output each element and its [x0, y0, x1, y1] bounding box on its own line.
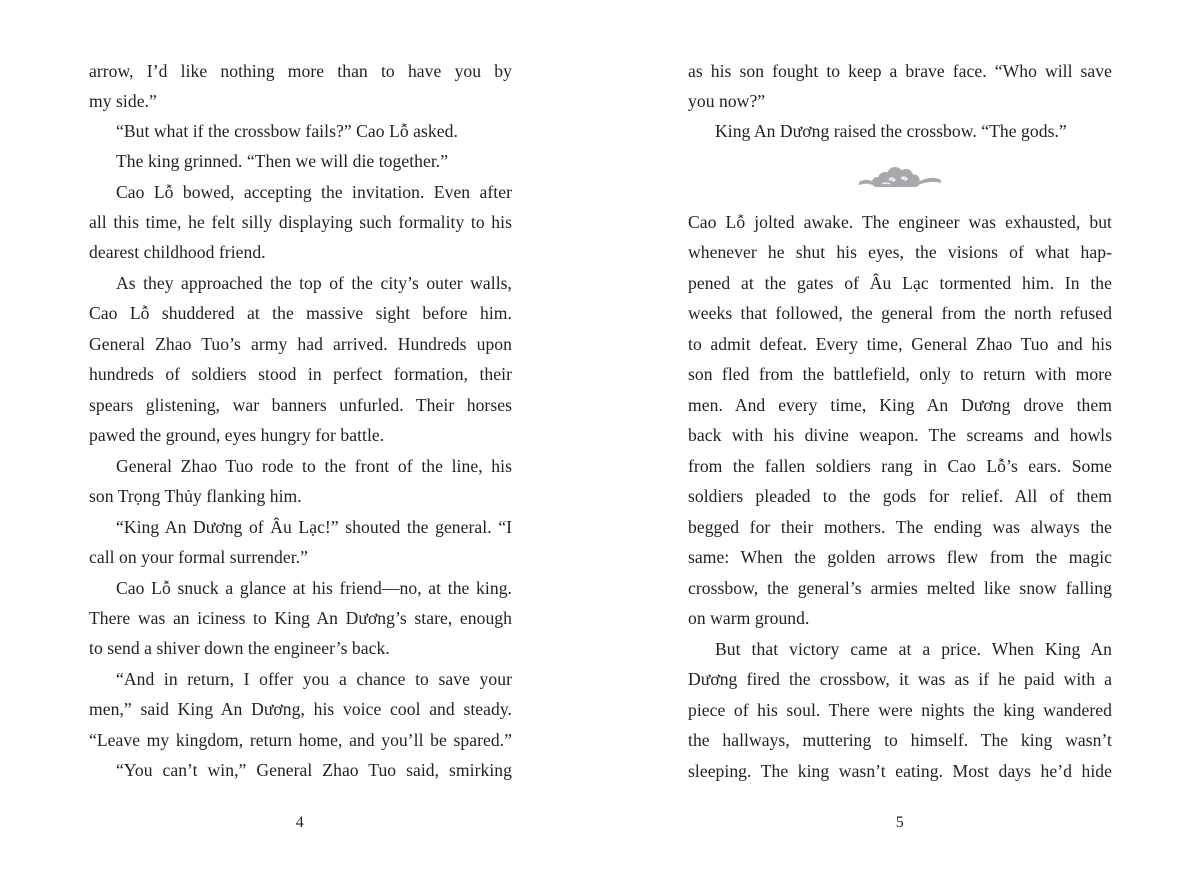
- text-line: “And in return, I offer you a chance to save your: [116, 669, 512, 689]
- text-line: There was an iciness to King An Dương’s stare, enough: [89, 608, 512, 628]
- text-line: men,” said King An Dương, his voice cool and steady.: [89, 699, 512, 719]
- text-line: whenever he shut his eyes, the visions of what hap-: [688, 242, 1112, 262]
- text-line: piece of his soul. There were nights the king wandered: [688, 700, 1112, 720]
- text-line: to admit defeat. Every time, General Zhao Tuo and his: [688, 334, 1112, 354]
- text-line: call on your formal surrender.”: [89, 547, 308, 567]
- text-line: King An Dương raised the crossbow. “The gods.”: [715, 121, 1067, 141]
- text-line: on warm ground.: [688, 608, 810, 628]
- text-line: arrow, I’d like nothing more than to have you by: [89, 61, 512, 81]
- text-line: Cao Lỗ jolted awake. The engineer was exhausted, but: [688, 212, 1112, 232]
- text-line: The king grinned. “Then we will die together.”: [116, 151, 449, 171]
- text-line: As they approached the top of the city’s outer walls,: [116, 273, 512, 293]
- text-line: weeks that followed, the general from the north refused: [688, 303, 1112, 323]
- text-line: General Zhao Tuo’s army had arrived. Hundreds upon: [89, 334, 512, 354]
- text-line: Dương fired the crossbow, it was as if he paid with a: [688, 669, 1112, 689]
- text-line: Cao Lỗ snuck a glance at his friend—no, at the king.: [116, 578, 512, 598]
- cloud-ornament-icon: [855, 164, 945, 194]
- text-line: as his son fought to keep a brave face. “Who will save: [688, 61, 1112, 81]
- left-page: [89, 0, 512, 872]
- text-line: Cao Lỗ shuddered at the massive sight before him.: [89, 303, 512, 323]
- text-line: from the fallen soldiers rang in Cao Lỗ’s ears. Some: [688, 456, 1112, 476]
- text-line: men. And every time, King An Dương drove them: [688, 395, 1112, 415]
- text-line: “But what if the crossbow fails?” Cao Lỗ asked.: [116, 121, 458, 141]
- text-line: same: When the golden arrows flew from the magic: [688, 547, 1112, 567]
- text-line: sleeping. The king wasn’t eating. Most days he’d hide: [688, 761, 1112, 781]
- text-line: dearest childhood friend.: [89, 242, 266, 262]
- text-line: to send a shiver down the engineer’s back.: [89, 638, 390, 658]
- text-line: crossbow, the general’s armies melted like snow falling: [688, 578, 1112, 598]
- text-line: But that victory came at a price. When King An: [715, 639, 1112, 659]
- text-line: begged for their mothers. The ending was always the: [688, 517, 1112, 537]
- page-number-left: 4: [295, 814, 305, 831]
- text-line: hundreds of soldiers stood in perfect formation, their: [89, 364, 512, 384]
- text-line: all this time, he felt silly displaying such formality to his: [89, 212, 512, 232]
- page-number-right: 5: [895, 814, 905, 831]
- text-line: General Zhao Tuo rode to the front of the line, his: [116, 456, 512, 476]
- text-line: my side.”: [89, 91, 157, 111]
- text-line: pened at the gates of Âu Lạc tormented him. In the: [688, 273, 1112, 293]
- text-line: spears glistening, war banners unfurled. Their horses: [89, 395, 512, 415]
- text-line: “Leave my kingdom, return home, and you’ll be spared.”: [89, 730, 512, 750]
- text-line: pawed the ground, eyes hungry for battle.: [89, 425, 385, 445]
- text-line: “You can’t win,” General Zhao Tuo said, smirking: [116, 760, 512, 780]
- text-line: Cao Lỗ bowed, accepting the invitation. Even after: [116, 182, 512, 202]
- right-page: [688, 0, 1112, 872]
- text-line: soldiers pleaded to the gods for relief. All of them: [688, 486, 1112, 506]
- text-line: son fled from the battlefield, only to return with more: [688, 364, 1112, 384]
- text-line: you now?”: [688, 91, 766, 111]
- text-line: back with his divine weapon. The screams and howls: [688, 425, 1112, 445]
- text-line: son Trọng Thủy flanking him.: [89, 486, 302, 506]
- text-line: the hallways, muttering to himself. The king wasn’t: [688, 730, 1112, 750]
- text-line: “King An Dương of Âu Lạc!” shouted the general. “I: [116, 517, 512, 537]
